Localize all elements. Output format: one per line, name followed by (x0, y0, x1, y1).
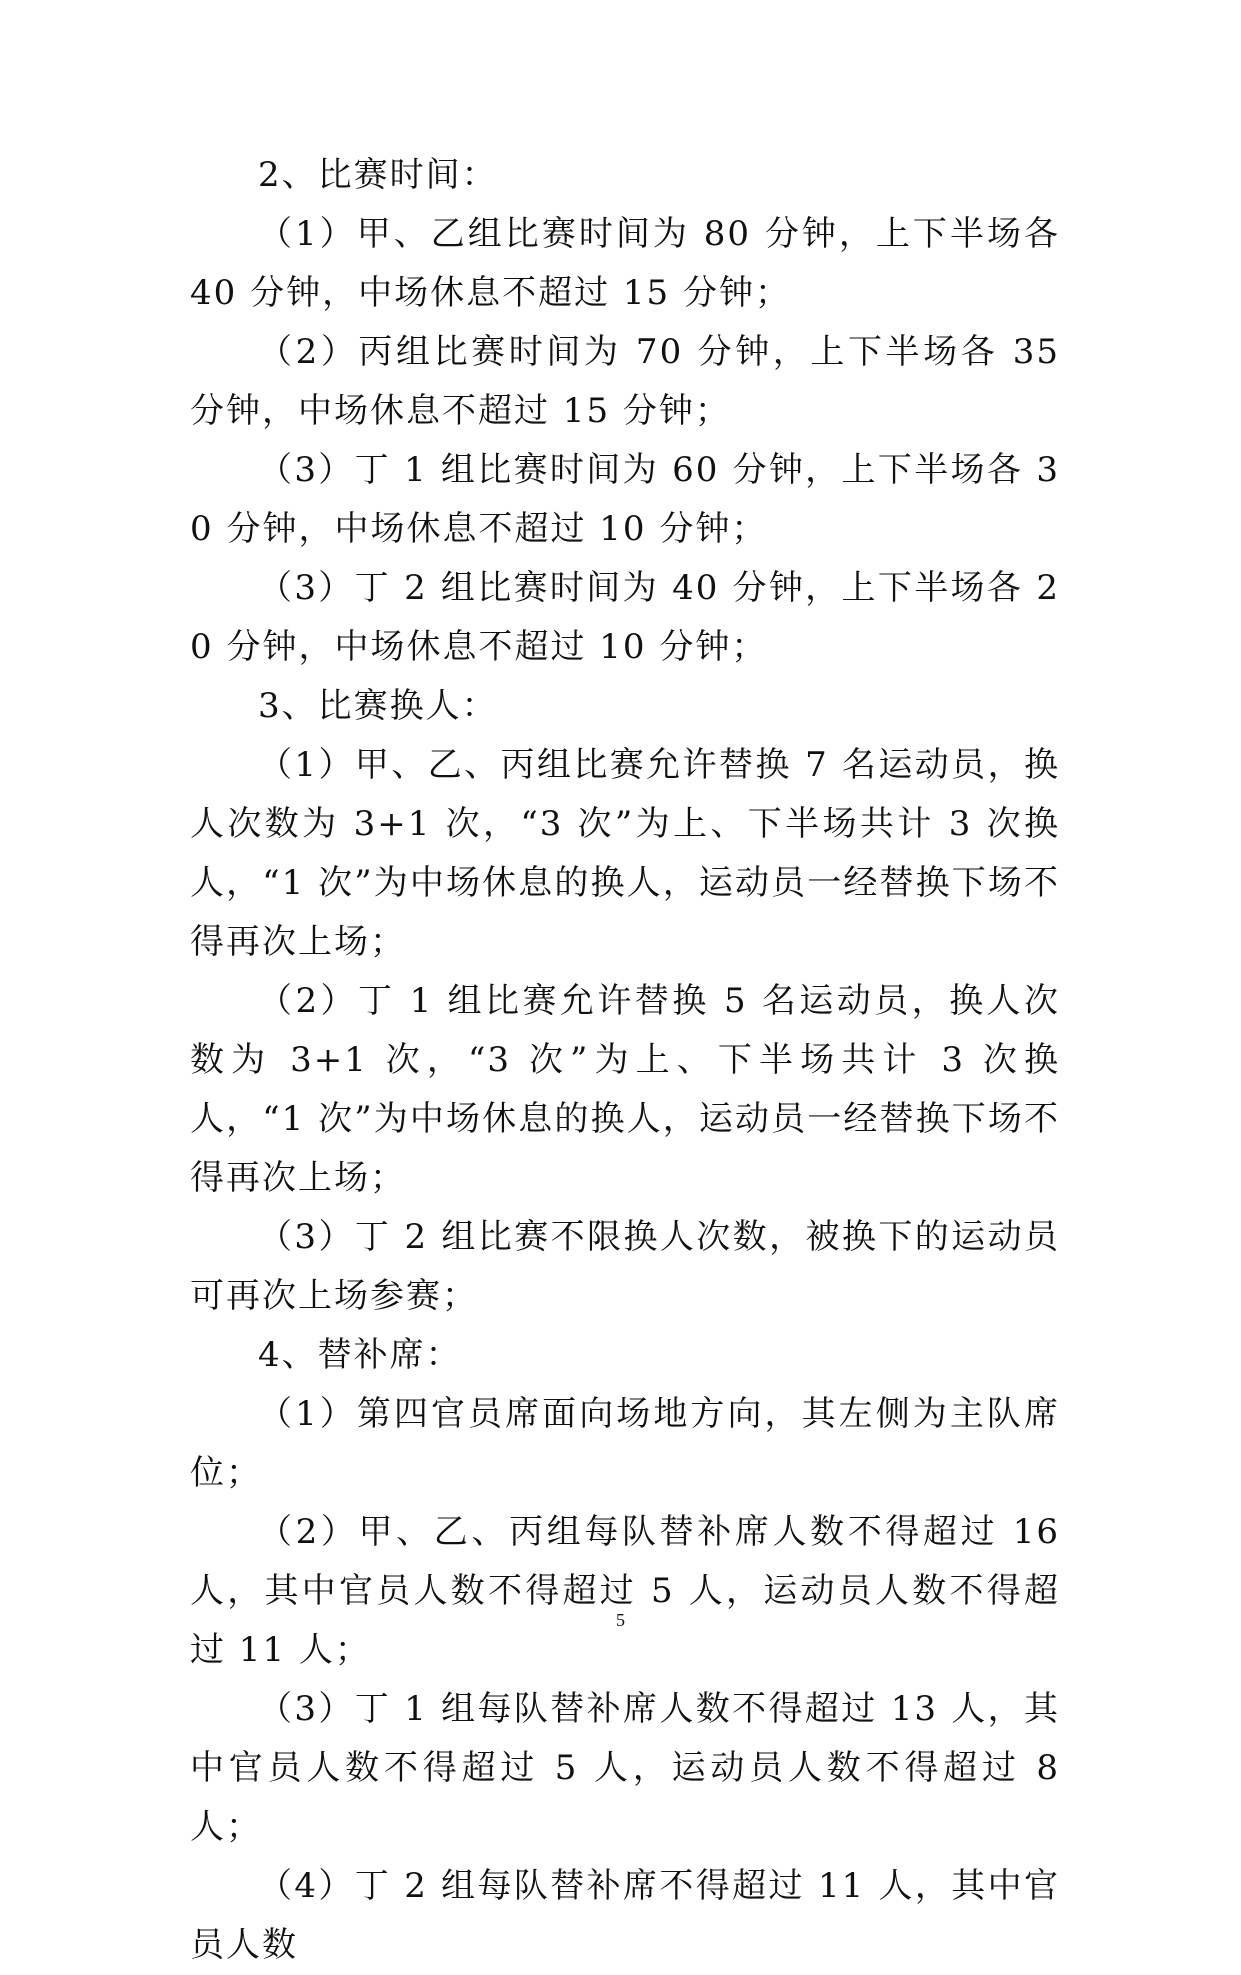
section-heading-substitution: 3、比赛换人： (258, 686, 498, 726)
paragraph-match-time-1: （1）甲、乙组比赛时间为 80 分钟，上下半场各 40 分钟，中场休息不超过 15 分钟； (190, 214, 1060, 313)
page-number: 5 (616, 1610, 625, 1630)
paragraph-bench-2: （2）甲、乙、丙组每队替补席人数不得超过 16 人，其中官员人数不得超过 5 人，运动员人数不得超过 11 人； (190, 1512, 1060, 1670)
section-heading-match-time: 2、比赛时间： (258, 155, 498, 195)
paragraph-substitution-3: （3）丁 2 组比赛不限换人次数，被换下的运动员可再次上场参赛； (190, 1217, 1060, 1316)
paragraph-bench-1: （1）第四官员席面向场地方向，其左侧为主队席位； (190, 1394, 1060, 1493)
paragraph-match-time-3: （3）丁 1 组比赛时间为 60 分钟，上下半场各 30 分钟，中场休息不超过 10 分钟； (190, 450, 1060, 549)
document-body (190, 146, 1060, 1975)
paragraph-substitution-1: （1）甲、乙、丙组比赛允许替换 7 名运动员，换人次数为 3+1 次，“3 次”为上、下半场共计 3 次换人，“1 次”为中场休息的换人，运动员一经替换下场不得再次上场； (190, 745, 1060, 962)
paragraph-bench-3: （3）丁 1 组每队替补席人数不得超过 13 人，其中官员人数不得超过 5 人，运动员人数不得超过 8 人； (190, 1689, 1060, 1847)
paragraph-match-time-2: （2）丙组比赛时间为 70 分钟，上下半场各 35 分钟，中场休息不超过 15 分钟； (190, 332, 1060, 431)
section-heading-bench: 4、替补席： (258, 1335, 462, 1375)
paragraph-bench-4: （4）丁 2 组每队替补席不得超过 11 人，其中官员人数 (190, 1866, 1060, 1965)
paragraph-substitution-2: （2）丁 1 组比赛允许替换 5 名运动员，换人次数为 3+1 次，“3 次”为上、下半场共计 3 次换人，“1 次”为中场休息的换人，运动员一经替换下场不得再次上场； (190, 981, 1060, 1198)
paragraph-match-time-4: （3）丁 2 组比赛时间为 40 分钟，上下半场各 20 分钟，中场休息不超过 10 分钟； (190, 568, 1060, 667)
